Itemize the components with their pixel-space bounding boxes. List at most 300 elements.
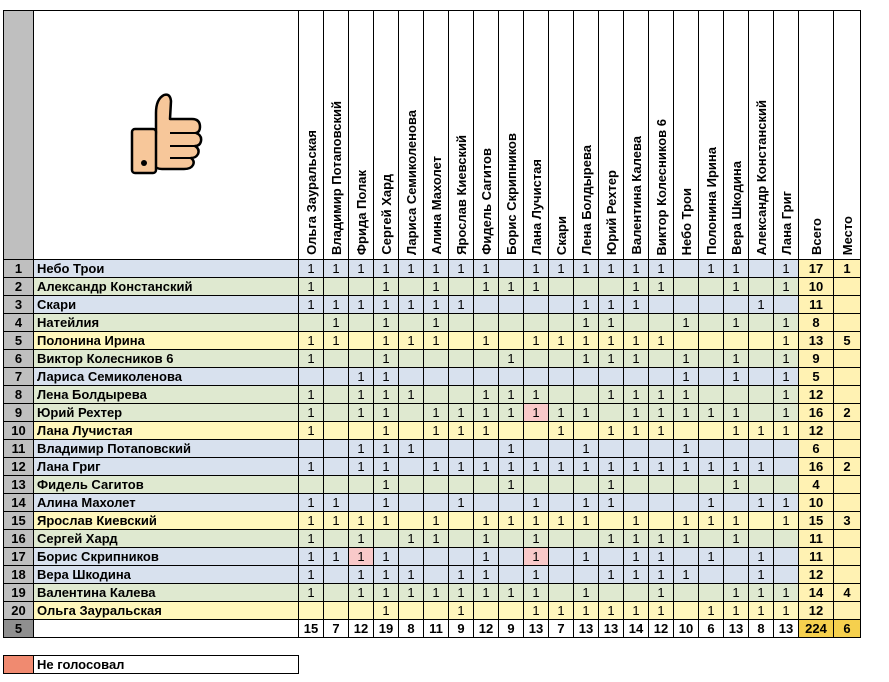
vote-cell[interactable] [349,494,374,512]
vote-cell[interactable]: 1 [599,530,624,548]
column-header[interactable] [624,11,649,260]
vote-cell[interactable]: 1 [724,368,749,386]
vote-cell[interactable]: 1 [474,566,499,584]
vote-cell[interactable] [499,332,524,350]
vote-cell[interactable] [499,566,524,584]
column-total[interactable]: 13 [774,620,799,638]
vote-cell[interactable] [549,566,574,584]
vote-cell[interactable]: 1 [349,512,374,530]
vote-cell[interactable]: 1 [374,260,399,278]
vote-cell[interactable]: 1 [649,458,674,476]
vote-cell[interactable]: 1 [299,512,324,530]
vote-cell[interactable]: 1 [549,512,574,530]
row-number[interactable]: 2 [4,278,34,296]
vote-cell[interactable]: 1 [499,350,524,368]
vote-cell[interactable] [749,260,774,278]
row-place[interactable]: 1 [834,260,861,278]
vote-cell[interactable]: 1 [449,584,474,602]
vote-cell[interactable]: 1 [449,602,474,620]
vote-cell[interactable] [324,566,349,584]
vote-cell[interactable] [424,476,449,494]
vote-cell[interactable] [574,566,599,584]
vote-cell[interactable] [474,476,499,494]
vote-cell[interactable]: 1 [574,404,599,422]
vote-cell[interactable] [349,350,374,368]
vote-cell[interactable]: 1 [374,332,399,350]
vote-cell[interactable]: 1 [724,530,749,548]
vote-cell[interactable] [524,422,549,440]
column-total[interactable]: 14 [624,620,649,638]
vote-cell[interactable]: 1 [324,296,349,314]
vote-cell[interactable]: 1 [699,458,724,476]
row-number[interactable]: 15 [4,512,34,530]
column-total[interactable]: 12 [649,620,674,638]
vote-cell[interactable] [324,404,349,422]
vote-cell[interactable] [599,404,624,422]
vote-cell[interactable] [449,440,474,458]
row-number[interactable]: 19 [4,584,34,602]
vote-cell[interactable] [324,386,349,404]
vote-cell[interactable]: 1 [599,296,624,314]
vote-cell[interactable] [674,422,699,440]
vote-cell[interactable]: 1 [599,602,624,620]
vote-cell[interactable]: 1 [774,386,799,404]
vote-cell[interactable] [649,350,674,368]
vote-cell[interactable] [749,332,774,350]
vote-cell[interactable]: 1 [449,458,474,476]
vote-cell[interactable] [549,494,574,512]
column-total[interactable]: 12 [474,620,499,638]
vote-cell[interactable]: 1 [549,458,574,476]
row-total[interactable]: 14 [799,584,834,602]
vote-cell[interactable]: 1 [424,458,449,476]
vote-cell[interactable] [474,440,499,458]
vote-cell[interactable]: 1 [374,512,399,530]
column-header[interactable] [724,11,749,260]
row-total[interactable]: 15 [799,512,834,530]
vote-cell[interactable] [399,404,424,422]
vote-cell[interactable]: 1 [599,422,624,440]
column-total[interactable]: 19 [374,620,399,638]
vote-cell[interactable]: 1 [724,422,749,440]
vote-cell[interactable]: 1 [724,260,749,278]
row-total[interactable]: 16 [799,458,834,476]
vote-cell[interactable] [624,368,649,386]
vote-cell[interactable]: 1 [599,314,624,332]
vote-cell[interactable]: 1 [399,332,424,350]
vote-cell[interactable] [549,548,574,566]
participant-name[interactable]: Владимир Потаповский [34,440,299,458]
row-number[interactable]: 1 [4,260,34,278]
vote-cell[interactable] [524,314,549,332]
vote-cell[interactable]: 1 [374,422,399,440]
vote-cell[interactable] [399,422,424,440]
participant-name[interactable]: Валентина Калева [34,584,299,602]
vote-cell[interactable]: 1 [374,548,399,566]
vote-cell[interactable] [424,548,449,566]
vote-cell[interactable] [749,476,774,494]
vote-cell[interactable] [699,278,724,296]
row-place[interactable] [834,368,861,386]
vote-cell[interactable] [774,440,799,458]
participant-name[interactable]: Фидель Сагитов [34,476,299,494]
vote-cell[interactable]: 1 [774,512,799,530]
vote-cell[interactable]: 1 [474,260,499,278]
vote-cell[interactable] [399,350,424,368]
vote-cell[interactable]: 1 [374,278,399,296]
vote-cell[interactable]: 1 [449,296,474,314]
vote-cell[interactable] [324,476,349,494]
vote-cell[interactable] [699,422,724,440]
vote-cell[interactable] [399,602,424,620]
vote-cell[interactable] [324,602,349,620]
vote-cell[interactable] [474,602,499,620]
vote-cell[interactable]: 1 [299,278,324,296]
row-number[interactable]: 18 [4,566,34,584]
vote-cell[interactable] [724,386,749,404]
vote-cell[interactable]: 1 [399,260,424,278]
vote-cell[interactable] [649,476,674,494]
vote-cell[interactable]: 1 [574,584,599,602]
row-place[interactable]: 2 [834,458,861,476]
vote-cell[interactable] [674,494,699,512]
vote-cell[interactable]: 1 [399,440,424,458]
vote-cell[interactable]: 1 [399,530,424,548]
vote-cell[interactable] [374,530,399,548]
vote-cell[interactable]: 1 [424,422,449,440]
row-total[interactable]: 11 [799,548,834,566]
vote-cell[interactable] [774,458,799,476]
vote-cell[interactable] [549,530,574,548]
participant-name[interactable]: Александр Констанский [34,278,299,296]
column-total[interactable]: 8 [399,620,424,638]
vote-cell[interactable]: 1 [399,566,424,584]
vote-cell[interactable]: 1 [624,458,649,476]
vote-cell[interactable]: 1 [599,260,624,278]
vote-cell[interactable] [449,332,474,350]
column-header[interactable] [499,11,524,260]
vote-cell[interactable]: 1 [674,314,699,332]
vote-cell[interactable]: 1 [549,422,574,440]
vote-cell[interactable]: 1 [299,548,324,566]
vote-cell[interactable] [724,440,749,458]
vote-cell[interactable]: 1 [449,260,474,278]
vote-cell[interactable]: 1 [774,350,799,368]
vote-cell[interactable]: 1 [749,548,774,566]
vote-cell[interactable]: 1 [299,404,324,422]
participant-name[interactable]: Алина Махолет [34,494,299,512]
vote-cell[interactable]: 1 [524,584,549,602]
vote-cell[interactable] [749,404,774,422]
vote-cell[interactable] [474,494,499,512]
vote-cell[interactable]: 1 [599,386,624,404]
vote-cell[interactable] [449,386,474,404]
vote-cell[interactable]: 1 [574,458,599,476]
vote-cell[interactable]: 1 [624,602,649,620]
vote-cell[interactable] [349,314,374,332]
participant-name[interactable]: Виктор Колесников 6 [34,350,299,368]
vote-cell[interactable]: 1 [499,458,524,476]
vote-cell[interactable]: 1 [499,386,524,404]
row-number[interactable]: 9 [4,404,34,422]
vote-cell[interactable]: 1 [774,278,799,296]
row-place[interactable] [834,476,861,494]
vote-cell[interactable] [749,314,774,332]
vote-cell[interactable]: 1 [699,548,724,566]
vote-cell[interactable] [549,386,574,404]
column-header[interactable] [774,11,799,260]
vote-cell[interactable] [649,440,674,458]
row-number[interactable]: 14 [4,494,34,512]
column-header[interactable] [399,11,424,260]
vote-cell[interactable] [624,494,649,512]
vote-cell[interactable]: 1 [324,494,349,512]
vote-cell[interactable]: 1 [649,404,674,422]
vote-cell[interactable]: 1 [474,458,499,476]
vote-cell[interactable] [324,422,349,440]
vote-cell[interactable]: 1 [424,278,449,296]
row-place[interactable] [834,602,861,620]
participant-name[interactable]: Борис Скрипников [34,548,299,566]
row-total[interactable]: 9 [799,350,834,368]
vote-cell[interactable]: 1 [524,530,549,548]
vote-cell[interactable] [674,584,699,602]
vote-cell[interactable] [724,332,749,350]
vote-cell[interactable] [774,476,799,494]
vote-cell[interactable] [699,440,724,458]
vote-cell[interactable]: 1 [624,512,649,530]
vote-cell[interactable]: 1 [624,530,649,548]
vote-cell[interactable] [449,278,474,296]
vote-cell[interactable]: 1 [374,440,399,458]
vote-cell[interactable]: 1 [749,584,774,602]
vote-cell[interactable] [549,278,574,296]
vote-cell[interactable]: 1 [599,458,624,476]
vote-cell[interactable]: 1 [324,332,349,350]
row-number[interactable]: 7 [4,368,34,386]
row-total[interactable]: 4 [799,476,834,494]
vote-cell[interactable]: 1 [574,602,599,620]
vote-cell[interactable]: 1 [624,296,649,314]
vote-cell[interactable]: 1 [374,368,399,386]
vote-cell[interactable] [699,530,724,548]
vote-cell[interactable] [674,602,699,620]
row-total[interactable]: 8 [799,314,834,332]
vote-cell[interactable] [349,602,374,620]
vote-cell[interactable]: 1 [524,332,549,350]
vote-cell[interactable]: 1 [349,440,374,458]
vote-cell[interactable] [674,296,699,314]
vote-cell[interactable] [599,512,624,530]
vote-cell[interactable]: 1 [674,404,699,422]
vote-cell[interactable]: 1 [474,584,499,602]
vote-cell[interactable]: 1 [724,476,749,494]
column-total[interactable]: 13 [599,620,624,638]
vote-cell[interactable]: 1 [574,512,599,530]
vote-cell[interactable]: 1 [624,332,649,350]
vote-cell[interactable]: 1 [724,458,749,476]
vote-cell[interactable]: 1 [449,494,474,512]
column-header[interactable] [599,11,624,260]
vote-cell[interactable] [499,548,524,566]
vote-cell[interactable]: 1 [299,332,324,350]
participant-name[interactable]: Лариса Семиколенова [34,368,299,386]
row-place[interactable] [834,566,861,584]
vote-cell[interactable]: 1 [549,260,574,278]
vote-cell[interactable] [749,512,774,530]
vote-cell[interactable]: 1 [724,314,749,332]
column-header[interactable] [449,11,474,260]
row-number[interactable]: 20 [4,602,34,620]
column-header[interactable] [299,11,324,260]
vote-cell[interactable] [474,350,499,368]
footer-place[interactable]: 6 [834,620,861,638]
row-number[interactable]: 5 [4,332,34,350]
vote-cell[interactable]: 1 [374,386,399,404]
vote-cell[interactable]: 1 [774,602,799,620]
vote-cell[interactable] [399,548,424,566]
vote-cell[interactable] [324,278,349,296]
vote-cell[interactable]: 1 [624,422,649,440]
vote-cell[interactable] [599,278,624,296]
vote-cell[interactable] [524,476,549,494]
vote-cell[interactable] [549,314,574,332]
vote-cell[interactable] [699,350,724,368]
row-total[interactable]: 12 [799,386,834,404]
row-place[interactable] [834,494,861,512]
row-place[interactable] [834,422,861,440]
vote-cell[interactable]: 1 [349,530,374,548]
vote-cell[interactable] [549,584,574,602]
row-number[interactable]: 13 [4,476,34,494]
vote-cell[interactable]: 1 [649,602,674,620]
vote-cell[interactable] [549,368,574,386]
vote-cell[interactable]: 1 [324,260,349,278]
vote-cell[interactable]: 1 [349,386,374,404]
vote-cell[interactable]: 1 [624,566,649,584]
row-number[interactable]: 4 [4,314,34,332]
column-total[interactable]: 10 [674,620,699,638]
vote-cell[interactable] [749,530,774,548]
vote-cell[interactable] [624,440,649,458]
vote-cell[interactable]: 1 [574,314,599,332]
vote-cell[interactable] [349,332,374,350]
vote-cell[interactable]: 1 [774,368,799,386]
column-header[interactable] [699,11,724,260]
vote-cell[interactable]: 1 [649,566,674,584]
vote-cell[interactable] [349,278,374,296]
participant-name[interactable]: Лена Болдырева [34,386,299,404]
vote-cell[interactable]: 1 [649,548,674,566]
vote-cell[interactable] [524,296,549,314]
vote-cell[interactable]: 1 [624,278,649,296]
vote-cell[interactable]: 1 [424,314,449,332]
vote-cell[interactable] [524,440,549,458]
vote-cell[interactable] [649,512,674,530]
vote-cell[interactable] [474,368,499,386]
vote-cell[interactable]: 1 [749,458,774,476]
vote-cell[interactable] [749,386,774,404]
column-total[interactable]: 11 [424,620,449,638]
participant-name[interactable]: Юрий Рехтер [34,404,299,422]
vote-cell[interactable] [724,296,749,314]
row-place[interactable] [834,548,861,566]
vote-cell[interactable]: 1 [399,296,424,314]
row-total[interactable]: 11 [799,296,834,314]
vote-cell[interactable]: 1 [349,584,374,602]
vote-cell[interactable] [574,278,599,296]
vote-cell[interactable] [424,350,449,368]
vote-cell[interactable]: 1 [599,332,624,350]
participant-name[interactable]: Лана Лучистая [34,422,299,440]
vote-cell[interactable]: 1 [349,566,374,584]
vote-cell[interactable] [724,548,749,566]
vote-cell[interactable]: 1 [299,260,324,278]
vote-cell[interactable]: 1 [474,278,499,296]
vote-cell[interactable] [324,458,349,476]
vote-cell[interactable]: 1 [649,260,674,278]
vote-cell[interactable]: 1 [474,512,499,530]
vote-cell[interactable]: 1 [299,530,324,548]
vote-cell[interactable]: 1 [524,602,549,620]
vote-cell[interactable]: 1 [349,548,374,566]
grand-total[interactable]: 224 [799,620,834,638]
vote-cell[interactable] [699,584,724,602]
vote-cell[interactable]: 1 [574,296,599,314]
column-header[interactable] [474,11,499,260]
vote-cell[interactable]: 1 [749,602,774,620]
row-number[interactable]: 17 [4,548,34,566]
vote-cell[interactable] [699,386,724,404]
column-header[interactable] [749,11,774,260]
column-header[interactable] [424,11,449,260]
vote-cell[interactable]: 1 [749,422,774,440]
vote-cell[interactable] [299,368,324,386]
vote-cell[interactable] [699,476,724,494]
column-total[interactable]: 13 [524,620,549,638]
vote-cell[interactable]: 1 [349,404,374,422]
column-total[interactable]: 7 [549,620,574,638]
vote-cell[interactable] [499,260,524,278]
vote-cell[interactable] [499,602,524,620]
column-header[interactable] [649,11,674,260]
vote-cell[interactable] [499,530,524,548]
vote-cell[interactable] [399,458,424,476]
row-number[interactable]: 3 [4,296,34,314]
column-total[interactable]: 13 [574,620,599,638]
vote-cell[interactable] [699,368,724,386]
vote-cell[interactable]: 1 [724,404,749,422]
vote-cell[interactable] [699,314,724,332]
column-total[interactable]: 13 [724,620,749,638]
row-total[interactable]: 10 [799,494,834,512]
vote-cell[interactable] [499,296,524,314]
footer-count[interactable]: 5 [4,620,34,638]
vote-cell[interactable]: 1 [524,512,549,530]
vote-cell[interactable] [574,368,599,386]
vote-cell[interactable] [774,530,799,548]
vote-cell[interactable]: 1 [424,260,449,278]
column-header[interactable] [674,11,699,260]
vote-cell[interactable]: 1 [299,584,324,602]
column-header[interactable] [549,11,574,260]
row-place[interactable] [834,296,861,314]
vote-cell[interactable]: 1 [674,386,699,404]
vote-cell[interactable]: 1 [499,476,524,494]
vote-cell[interactable]: 1 [699,494,724,512]
vote-cell[interactable] [449,548,474,566]
vote-cell[interactable] [599,548,624,566]
